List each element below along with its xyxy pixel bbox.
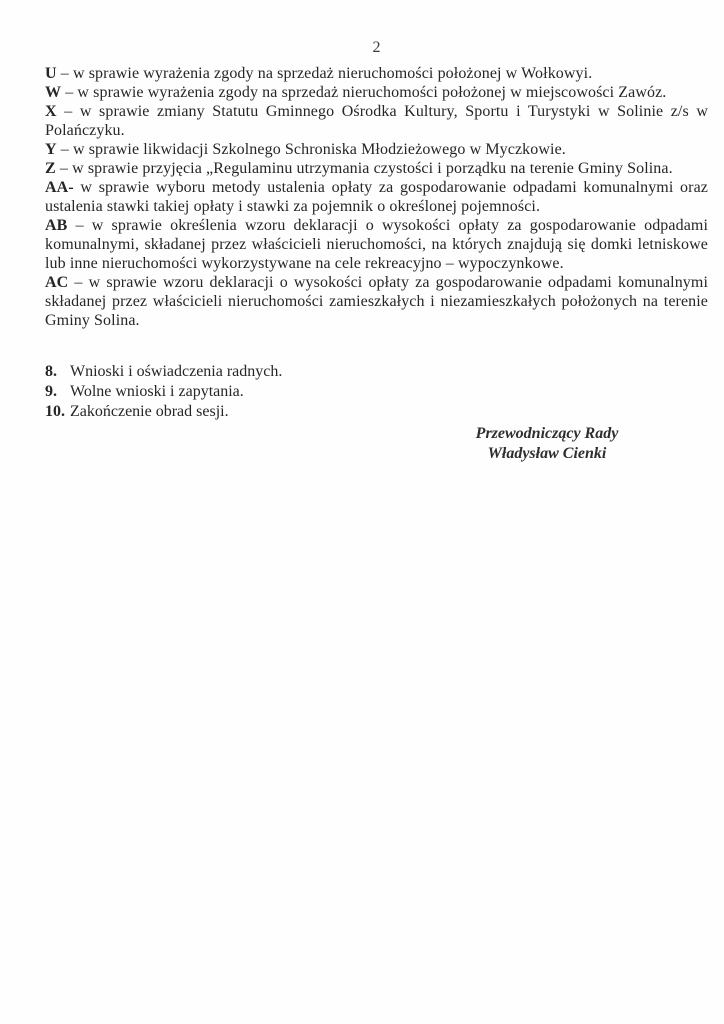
signature-name: Władysław Cienki xyxy=(487,445,607,462)
agenda-item-8 xyxy=(45,362,708,382)
resolution-text: – w sprawie zmiany Statutu Gminnego Ośrodka Kultury, Sportu i Turystyki w Solinie z/s w Polańczyku. xyxy=(45,103,708,139)
resolution-prefix: AA- xyxy=(45,179,74,196)
resolution-item-y xyxy=(45,140,708,159)
resolution-item-u xyxy=(45,64,708,83)
page-number: 2 xyxy=(372,39,381,56)
agenda-item-number: 9. xyxy=(45,383,57,400)
agenda-item-9 xyxy=(45,382,708,402)
resolution-item-aa xyxy=(45,178,708,216)
agenda-item-text: Wnioski i oświadczenia radnych. xyxy=(70,363,283,380)
agenda-item-text: Zakończenie obrad sesji. xyxy=(70,403,229,420)
resolution-item-z xyxy=(45,159,708,178)
page-content xyxy=(0,0,724,463)
resolution-text: w sprawie wyboru metody ustalenia opłaty za gospodarowanie odpadami komunalnymi oraz ustalenia stawki takiej opłaty i stawki za pojemnik o określonej pojemności. xyxy=(45,179,708,215)
resolution-text: – w sprawie wyrażenia zgody na sprzedaż nieruchomości położonej w miejscowości Zawóz. xyxy=(65,84,667,101)
agenda-item-number: 10. xyxy=(45,403,65,420)
resolution-text: – w sprawie przyjęcia „Regulaminu utrzymania czystości i porządku na terenie Gminy Solina. xyxy=(59,160,673,177)
resolutions-list xyxy=(45,64,708,330)
resolution-prefix: X xyxy=(45,103,57,120)
resolution-text: – w sprawie określenia wzoru deklaracji o wysokości opłaty za gospodarowanie odpadami komunalnymi, składanej przez właścicieli nieruchomości, na których znajdują się domki letniskowe lub inne nieruchomości wykorzystywane na cele rekreacyjno – wypoczynkowe. xyxy=(45,217,708,272)
signature-block xyxy=(423,424,671,463)
resolution-prefix: Y xyxy=(45,141,57,158)
resolution-item-ac xyxy=(45,273,708,330)
resolution-prefix: Z xyxy=(45,160,56,177)
resolution-text: – w sprawie wyrażenia zgody na sprzedaż nieruchomości położonej w Wołkowyi. xyxy=(60,65,593,82)
resolution-prefix: AB xyxy=(45,217,68,234)
agenda-item-10 xyxy=(45,402,708,422)
resolution-prefix: AC xyxy=(45,274,69,291)
agenda-item-number: 8. xyxy=(45,363,57,380)
resolution-text: – w sprawie likwidacji Szkolnego Schroniska Młodzieżowego w Myczkowie. xyxy=(60,141,566,158)
agenda-list xyxy=(45,362,708,422)
resolution-text: – w sprawie wzoru deklaracji o wysokości opłaty za gospodarowanie odpadami komunalnymi składanej przez właścicieli nieruchomości zamieszkałych i niezamieszkałych położonych na terenie Gminy Solina. xyxy=(45,274,708,329)
signature-title: Przewodniczący Rady xyxy=(475,425,619,442)
resolution-item-w xyxy=(45,83,708,102)
resolution-item-x xyxy=(45,102,708,140)
agenda-item-text: Wolne wnioski i zapytania. xyxy=(70,383,244,400)
resolution-prefix: W xyxy=(45,84,62,101)
resolution-prefix: U xyxy=(45,65,57,82)
resolution-item-ab xyxy=(45,216,708,273)
